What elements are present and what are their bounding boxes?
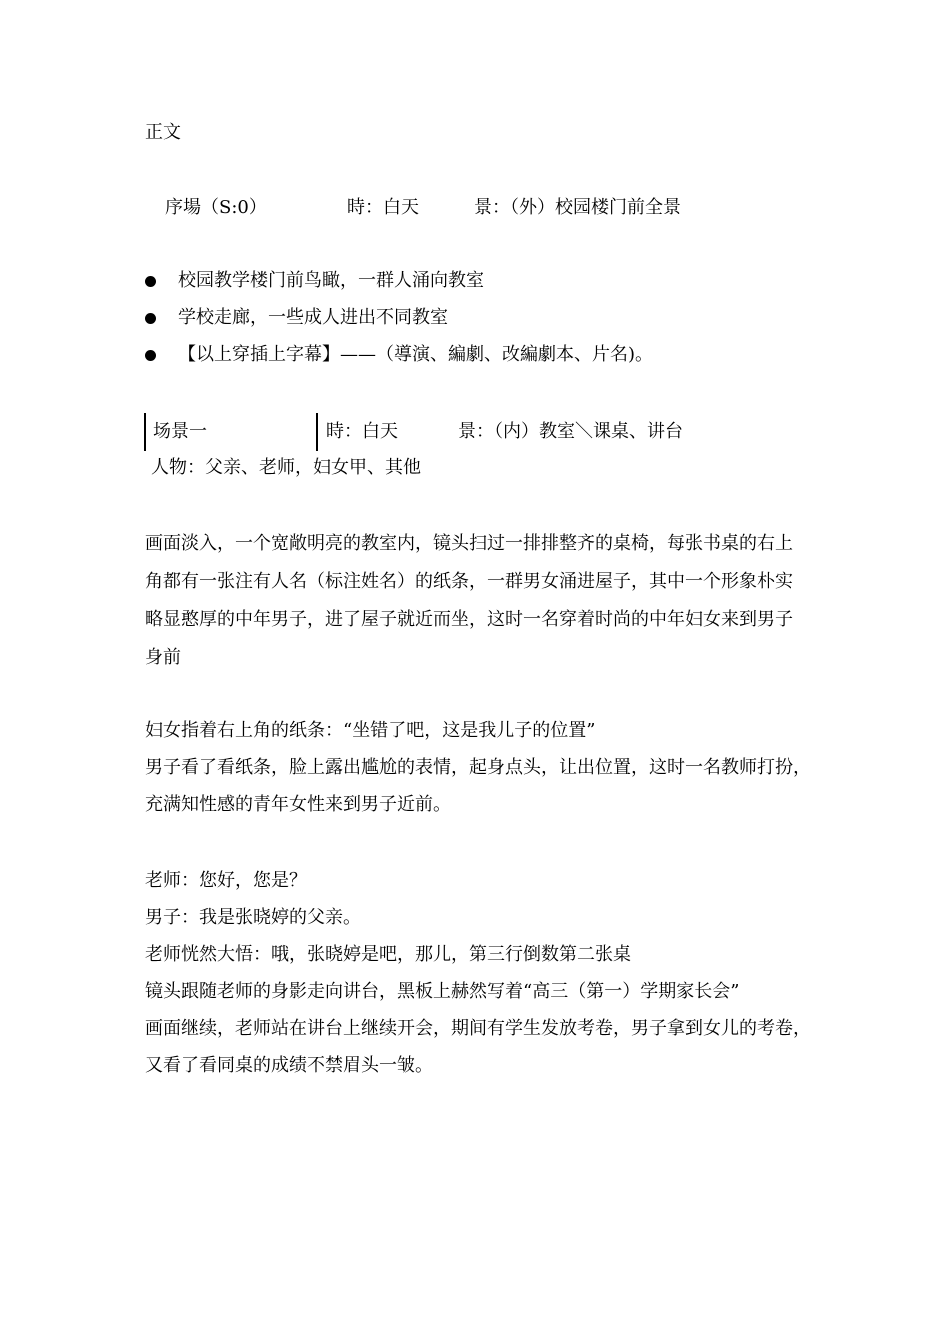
paragraph-line: 镜头跟随老师的身影走向讲台，黑板上赫然写着“高三（第一）学期家长会” <box>145 981 740 1002</box>
bullet-dot-icon <box>145 276 156 287</box>
scene-divider <box>316 413 318 451</box>
paragraph-line: 妇女指着右上角的纸条：“坐错了吧，这是我儿子的位置” <box>145 720 596 741</box>
prologue-place: 景：（外）校园楼门前全景 <box>474 197 681 218</box>
scene1-place: 景：（内）教室＼课桌、讲台 <box>458 421 683 442</box>
paragraph-line: 角都有一张注有人名（标注姓名）的纸条，一群男女涌进屋子，其中一个形象朴实 <box>145 571 793 592</box>
scene1-title: 场景一 <box>153 421 207 442</box>
prologue-scene: 序場（S:0） <box>165 197 267 218</box>
paragraph-line: 男子：我是张晓婷的父亲。 <box>145 907 361 928</box>
bullet-dot-icon <box>145 313 156 324</box>
scene-divider <box>144 413 146 451</box>
paragraph-line: 画面继续，老师站在讲台上继续开会，期间有学生发放考卷，男子拿到女儿的考卷， <box>145 1018 811 1039</box>
scene1-time: 時：白天 <box>326 421 398 442</box>
bullet-dot-icon <box>145 350 156 361</box>
paragraph-line: 充满知性感的青年女性来到男子近前。 <box>145 794 451 815</box>
paragraph-line: 画面淡入，一个宽敞明亮的教室内，镜头扫过一排排整齐的桌椅，每张书桌的右上 <box>145 533 793 554</box>
paragraph-line: 老师恍然大悟：哦，张晓婷是吧，那儿，第三行倒数第二张桌 <box>145 944 631 965</box>
paragraph-line: 又看了看同桌的成绩不禁眉头一皱。 <box>145 1055 433 1076</box>
paragraph-line: 略显憨厚的中年男子，进了屋子就近而坐，这时一名穿着时尚的中年妇女来到男子 <box>145 609 793 630</box>
page-heading: 正文 <box>145 122 181 143</box>
bullet-text: 校园教学楼门前鸟瞰，一群人涌向教室 <box>178 270 484 291</box>
paragraph-line: 男子看了看纸条，脸上露出尴尬的表情，起身点头，让出位置，这时一名教师打扮， <box>145 757 811 778</box>
scene1-characters: 人物：父亲、老师，妇女甲、其他 <box>151 457 421 478</box>
paragraph-line: 身前 <box>145 647 181 668</box>
prologue-time: 時：白天 <box>347 197 419 218</box>
paragraph-line: 老师：您好，您是？ <box>145 870 307 891</box>
bullet-text: 【以上穿插上字幕】——（導演、編劇、改編劇本、片名)。 <box>178 344 654 365</box>
bullet-text: 学校走廊，一些成人进出不同教室 <box>178 307 448 328</box>
